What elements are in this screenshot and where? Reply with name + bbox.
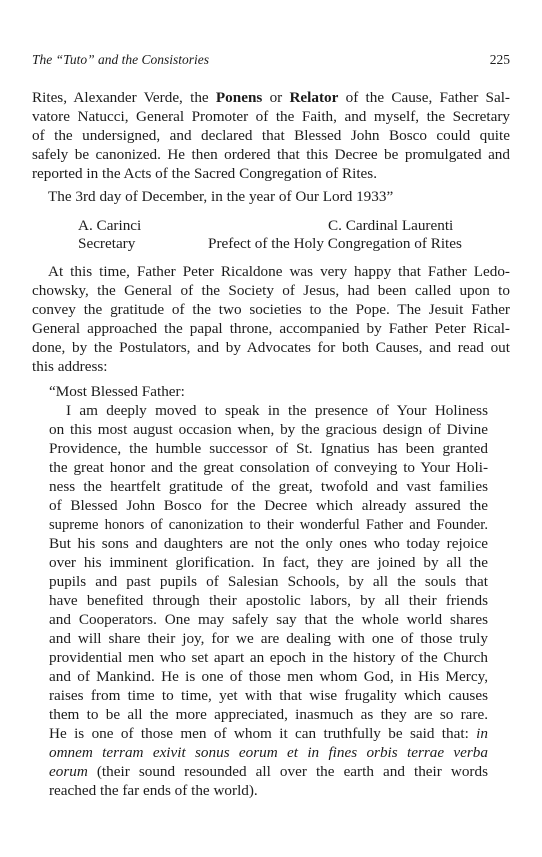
address-line: raises from time to time, yet with that wise frugality which causes	[49, 687, 488, 704]
signature-left-role: Secretary	[78, 235, 136, 252]
dateline: The 3rd day of December, in the year of Our Lord 1933”	[48, 188, 394, 205]
address-line: reached the far ends of the world).	[49, 782, 258, 799]
paragraph-line: Rites, Alexander Verde, the Ponens or Relator of the Cause, Father Sal-	[32, 89, 510, 106]
signature-right-name: C. Cardinal Laurenti	[328, 217, 454, 234]
address-line: ness the heartfelt gratitude of the great, twofold and vast families	[49, 478, 488, 495]
paragraph-line: of the undersigned, and declared that Blessed John Bosco could quite	[32, 127, 510, 144]
latin-quote: eorum	[49, 763, 88, 780]
paragraph-line: this address:	[32, 358, 108, 375]
address-line: eorum (their sound resounded all over the earth and their words	[49, 763, 488, 780]
latin-quote: omnem terram exivit sonus eorum et in fines orbis terrae verba	[49, 744, 488, 761]
address-line: Providence, the humble successor of St. Ignatius has been granted	[49, 440, 488, 457]
address-line: and of Mankind. He is one of those men whom God, in His Mercy,	[49, 668, 488, 685]
page-number: 225	[489, 52, 510, 67]
paragraph-line: vatore Natucci, General Promoter of the Faith, and myself, the Secretary	[32, 108, 510, 125]
address-line: the great honor and the great consolation of conveying to Your Holi-	[49, 459, 488, 476]
paragraph-line: chowsky, the General of the Society of Jesus, had been called upon to	[32, 282, 510, 299]
address-line: I am deeply moved to speak in the presence of Your Holiness	[66, 402, 488, 419]
paragraph-line: General approached the papal throne, accompanied by Father Peter Rical-	[32, 320, 510, 337]
address-line: providential men who set apart an epoch in the history of the Church	[49, 649, 488, 666]
latin-quote: in	[476, 725, 488, 742]
address-line: pupils and past pupils of Salesian Schools, by all the souls that	[49, 573, 488, 590]
paragraph-line: convey the gratitude of the two societies to the Pope. The Jesuit Father	[32, 301, 510, 318]
bold-term-ponens: Ponens	[215, 89, 263, 106]
address-line	[49, 744, 488, 762]
address-line: and will share their joy, for we are dealing with one of those truly	[49, 630, 488, 647]
signature-right-role: Prefect of the Holy Congregation of Rites	[208, 235, 462, 252]
running-title: The “Tuto” and the Consistories	[32, 52, 210, 67]
paragraph-line: reported in the Acts of the Sacred Congregation of Rites.	[32, 165, 378, 182]
address-line: But his sons and daughters are not the only ones who today rejoice	[49, 535, 488, 552]
address-line: of Blessed John Bosco for the Decree which already assured the	[49, 497, 488, 514]
paragraph-line: safely be canonized. He then ordered that this Decree be promulgated and	[32, 146, 510, 163]
address-line: and Cooperators. One may safely say that the whole world shares	[49, 611, 488, 628]
address-line: have benefited through their apostolic labors, by all their friends	[49, 592, 488, 609]
address-line: He is one of those men of whom it can truthfully be said that: in	[49, 725, 488, 742]
address-line: supreme honors of canonization to their wonderful Father and Founder.	[49, 517, 488, 533]
address-salutation: “Most Blessed Father:	[49, 383, 185, 400]
signature-left-name: A. Carinci	[78, 217, 142, 234]
bold-term-relator: Relator	[289, 89, 339, 106]
paragraph-line: At this time, Father Peter Ricaldone was very happy that Father Ledo-	[48, 263, 510, 280]
paragraph-line: done, by the Postulators, and by Advocates for both Causes, and read out	[32, 339, 510, 356]
address-line: on this most august occasion when, by the gracious design of Divine	[49, 421, 488, 438]
running-header	[32, 52, 510, 70]
address-line: over his imminent glorification. In fact, they are joined by all the	[49, 554, 488, 571]
address-line: them to be all the more appreciated, inasmuch as they are so rare.	[49, 706, 488, 723]
